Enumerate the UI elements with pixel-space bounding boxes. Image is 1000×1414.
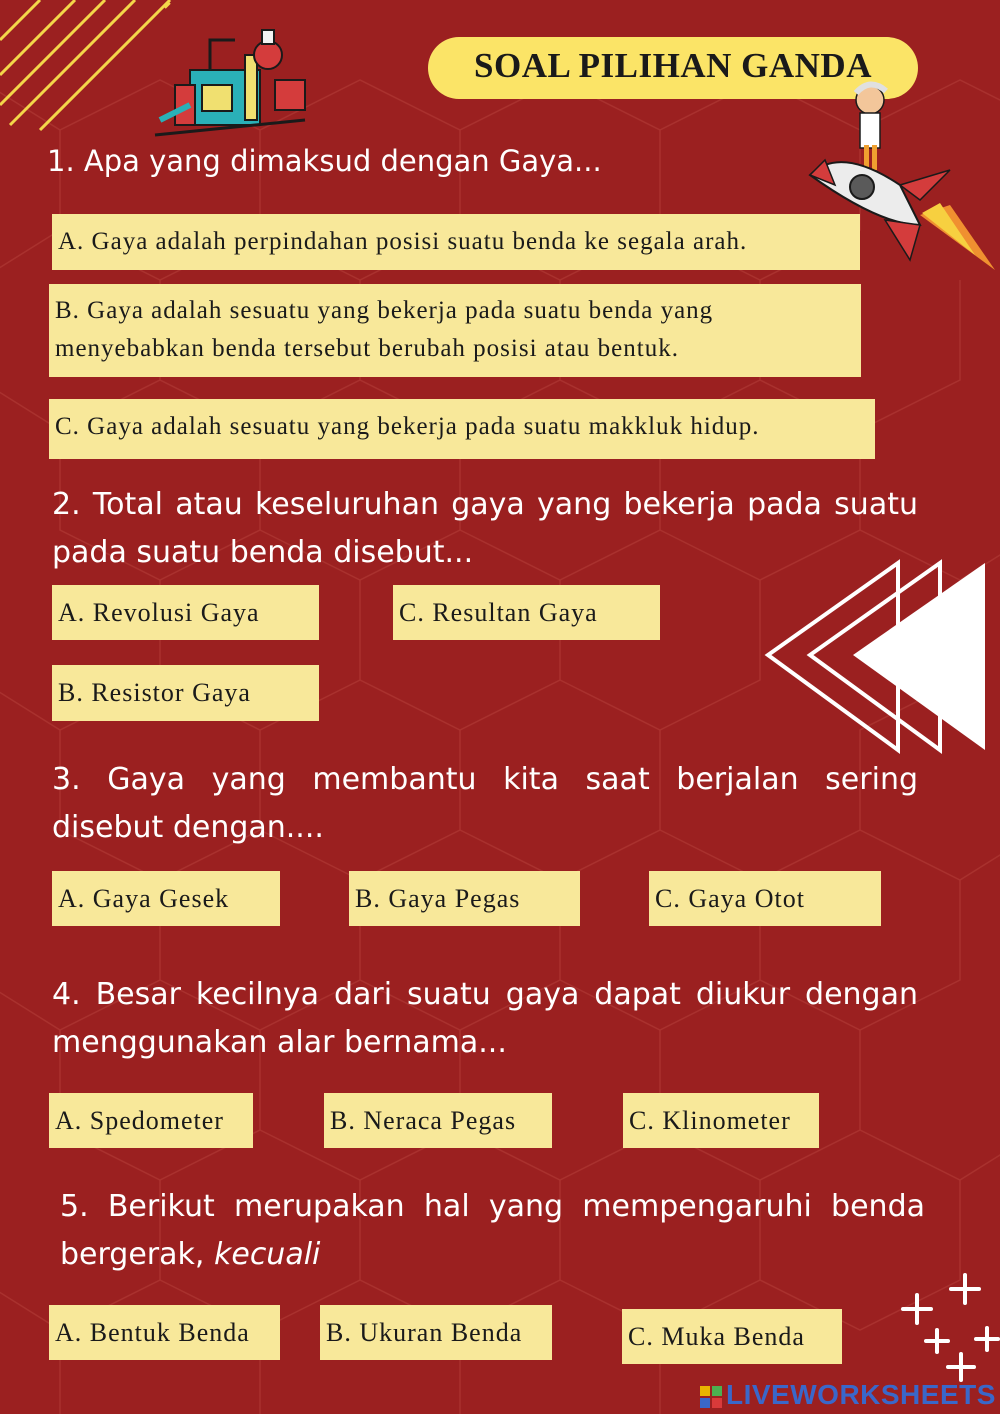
brand-text: LIVEWORKSHEETS xyxy=(726,1379,996,1410)
q1-option-b[interactable]: B. Gaya adalah sesuatu yang bekerja pada suatu benda yang menyebabkan benda tersebut berubah posisi atau bentuk. xyxy=(49,284,861,377)
q2-option-c[interactable]: C. Resultan Gaya xyxy=(393,585,660,640)
q1-option-c[interactable]: C. Gaya adalah sesuatu yang bekerja pada suatu makkluk hidup. xyxy=(49,399,875,459)
question-5-text: 5. Berikut merupakan hal yang mempengaruhi benda bergerak, xyxy=(60,1189,925,1272)
question-4: 4. Besar kecilnya dari suatu gaya dapat diukur dengan menggunakan alar bernama... xyxy=(52,977,918,1060)
page-title: SOAL PILIHAN GANDA xyxy=(428,37,918,99)
liveworksheets-brand[interactable] xyxy=(700,1380,996,1410)
question-3: 3. Gaya yang membantu kita saat berjalan sering disebut dengan.... xyxy=(52,762,918,845)
question-5 xyxy=(60,1183,925,1279)
q2-option-b[interactable]: B. Resistor Gaya xyxy=(52,665,319,721)
triangles-decoration xyxy=(760,555,1000,760)
q1-option-a[interactable]: A. Gaya adalah perpindahan posisi suatu benda ke segala arah. xyxy=(52,214,860,270)
q4-option-c[interactable]: C. Klinometer xyxy=(623,1093,819,1148)
q5-option-a[interactable]: A. Bentuk Benda xyxy=(49,1305,280,1360)
q4-option-a[interactable]: A. Spedometer xyxy=(49,1093,253,1148)
q3-option-a[interactable]: A. Gaya Gesek xyxy=(52,871,280,926)
q5-option-c[interactable]: C. Muka Benda xyxy=(622,1309,842,1364)
liveworksheets-logo-icon xyxy=(700,1386,722,1408)
q5-option-b[interactable]: B. Ukuran Benda xyxy=(320,1305,552,1360)
laboratory-equipment-icon xyxy=(150,25,315,140)
q4-option-b[interactable]: B. Neraca Pegas xyxy=(324,1093,552,1148)
question-5-emphasis: kecuali xyxy=(213,1237,321,1272)
question-2: 2. Total atau keseluruhan gaya yang bekerja pada suatu pada suatu benda disebut... xyxy=(52,487,918,570)
q2-option-a[interactable]: A. Revolusi Gaya xyxy=(52,585,319,640)
q3-option-b[interactable]: B. Gaya Pegas xyxy=(349,871,580,926)
question-1: 1. Apa yang dimaksud dengan Gaya... xyxy=(47,144,602,178)
q3-option-c[interactable]: C. Gaya Otot xyxy=(649,871,881,926)
